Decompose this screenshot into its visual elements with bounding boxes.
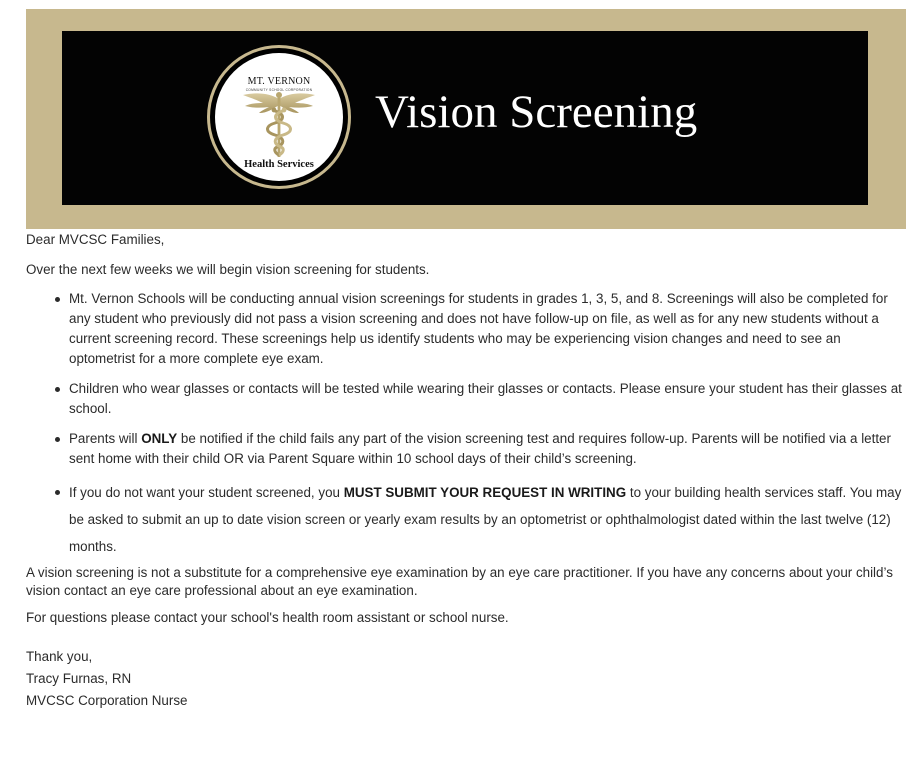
list-item-text-after: be notified if the child fails any part of the vision screening test and requires follow-up. Parents will be notified via a letter sent home with their child OR via Parent Square within 10 school days of their child’s screening.: [69, 431, 891, 466]
emphasis-must-submit: MUST SUBMIT YOUR REQUEST IN WRITING: [343, 485, 627, 500]
page-title: Vision Screening: [375, 86, 698, 138]
signer-name: Tracy Furnas, RN: [26, 671, 132, 686]
list-item: [69, 379, 906, 419]
logo-face: [215, 53, 343, 181]
health-services-logo: [207, 45, 351, 189]
banner-panel: [62, 31, 868, 205]
list-item-text-after: to your building health services staff. You may be asked to submit an up to date vision screen or yearly exam results by an optometrist or ophthalmologist dated within the last twelve (12) months.: [69, 485, 902, 554]
list-item: [69, 289, 906, 369]
questions-paragraph: For questions please contact your school's health room assistant or school nurse.: [26, 610, 509, 625]
letter-body: [26, 231, 906, 712]
screening-details-list: [26, 289, 906, 560]
logo-ring: [210, 48, 348, 186]
logo-bottom-text: Health Services: [244, 159, 314, 170]
signer-title: MVCSC Corporation Nurse: [26, 693, 188, 708]
list-item-text: Mt. Vernon Schools will be conducting annual vision screenings for students in grades 1, 3, 5, and 8. Screenings will also be completed for any student who previously did not pass a vision screening and does not have follow-up on file, as well as for any new students without a current screening record. These screenings help us identify students who may be experiencing vision changes and need to see an optometrist for a more complete eye exam.: [69, 291, 888, 366]
caduceus-icon: [239, 89, 319, 159]
disclaimer-paragraph: A vision screening is not a substitute for a comprehensive eye examination by an eye care practitioner. If you have any concerns about your child’s vision contact an eye care professional about an eye examination.: [26, 565, 893, 598]
logo-sub-text: COMMUNITY SCHOOL CORPORATION: [245, 88, 313, 92]
list-item: [69, 479, 906, 560]
header-banner: [26, 9, 906, 229]
list-item-text-before: Parents will: [69, 431, 142, 446]
logo-top-text: MT. VERNON: [247, 76, 311, 87]
signoff: Thank you,: [26, 649, 93, 664]
list-item: [69, 429, 906, 469]
intro-paragraph: Over the next few weeks we will begin vision screening for students.: [26, 262, 430, 277]
emphasis-only: ONLY: [141, 431, 178, 446]
greeting: Dear MVCSC Families,: [26, 232, 165, 247]
list-item-text: Children who wear glasses or contacts will be tested while wearing their glasses or contacts. Please ensure your student has their glasses at school.: [69, 381, 902, 416]
list-item-text-before: If you do not want your student screened, you: [69, 485, 344, 500]
